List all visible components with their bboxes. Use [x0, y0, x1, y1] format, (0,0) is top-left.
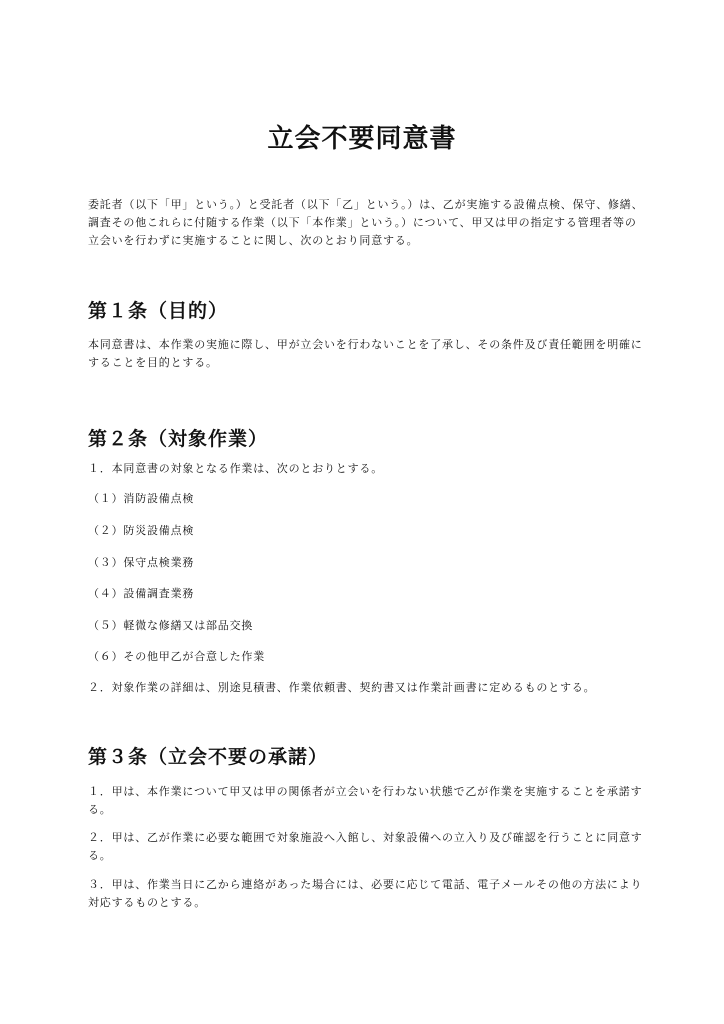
article-3-item-3: ３．甲は、作業当日に乙から連絡があった場合には、必要に応じて電話、電子メールその他の方法により対応するものとする。 [88, 878, 643, 909]
article-2-item-2: ２．対象作業の詳細は、別途見積書、作業依頼書、契約書又は作業計画書に定めるものとする。 [88, 681, 596, 694]
article-2-item-1: １．本同意書の対象となる作業は、次のとおりとする。 [88, 462, 383, 475]
article-3-heading: 第３条（立会不要の承諾） [88, 746, 329, 768]
article-1-body: 本同意書は、本作業の実施に際し、甲が立会いを行わないことを了承し、その条件及び責任範囲を明確にすることを目的とする。 [88, 338, 643, 369]
document-title: 立会不要同意書 [267, 124, 457, 154]
article-2-subitem-1: （１）消防設備点検 [88, 492, 195, 505]
article-2-subitem-3: （３）保守点検業務 [88, 556, 195, 569]
article-2-subitem-4: （４）設備調査業務 [88, 587, 195, 600]
article-1-heading: 第１条（目的） [88, 300, 229, 322]
article-3-item-2: ２．甲は、乙が作業に必要な範囲で対象施設へ入館し、対象設備への立入り及び確認を行うことに同意する。 [88, 831, 643, 862]
article-2-subitem-5: （５）軽微な修繕又は部品交換 [88, 619, 254, 632]
article-3-item-1: １．甲は、本作業について甲又は甲の関係者が立会いを行わない状態で乙が作業を実施することを承諾する。 [88, 785, 643, 816]
article-2-subitem-2: （２）防災設備点検 [88, 524, 195, 537]
preamble-paragraph: 委託者（以下「甲」という。）と受託者（以下「乙」という。）は、乙が実施する設備点検、保守、修繕、調査その他これらに付随する作業（以下「本作業」という。）について、甲又は甲の指定する管理者等の立会いを行わずに実施することに関し、次のとおり同意する。 [88, 198, 644, 247]
article-2-heading: 第２条（対象作業） [88, 428, 269, 450]
article-2-subitem-6: （６）その他甲乙が合意した作業 [88, 650, 265, 663]
